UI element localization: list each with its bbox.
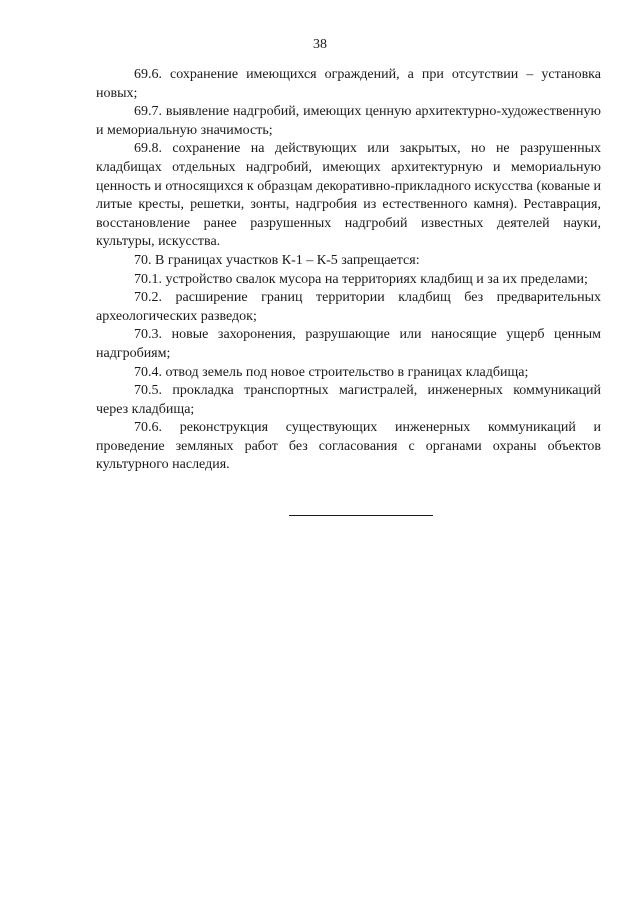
page-number: 38 — [313, 37, 327, 52]
document-body — [96, 66, 601, 475]
paragraph-70-6: 70.6. реконструкция существующих инженерных коммуникаций и проведение земляных работ без согласования с органами охраны объектов культурного наследия. — [96, 420, 601, 473]
paragraph-70-3: 70.3. новые захоронения, разрушающие или наносящие ущерб ценным надгробиям; — [96, 327, 601, 361]
paragraph-69-7: 69.7. выявление надгробий, имеющих ценную архитектурно-художественную и мемориальную значимость; — [96, 104, 601, 138]
paragraph-70-5: 70.5. прокладка транспортных магистралей, инженерных коммуникаций через кладбища; — [96, 383, 601, 417]
end-separator-line — [289, 515, 433, 516]
paragraph-70-1: 70.1. устройство свалок мусора на территориях кладбищ и за их пределами; — [134, 271, 588, 287]
paragraph-70-4: 70.4. отвод земель под новое строительство в границах кладбища; — [134, 364, 529, 380]
paragraph-69-6: 69.6. сохранение имеющихся ограждений, а при отсутствии – установка новых; — [96, 67, 601, 101]
paragraph-70-2: 70.2. расширение границ территории кладбищ без предварительных археологических разведок; — [96, 290, 601, 324]
paragraph-70: 70. В границах участков К-1 – К-5 запрещается: — [134, 252, 420, 268]
paragraph-69-8: 69.8. сохранение на действующих или закрытых, но не разрушенных кладбищах отдельных надгробий, имеющих архитектурную и мемориальную ценность и относящихся к образцам декоративно-прикладного искусства (кованые и литые кресты, решетки, зонты, надгробия из естественного камня). Реставрация, восстановление ранее разрушенных надгробий известных деятелей науки, культуры, искусства. — [96, 141, 601, 250]
